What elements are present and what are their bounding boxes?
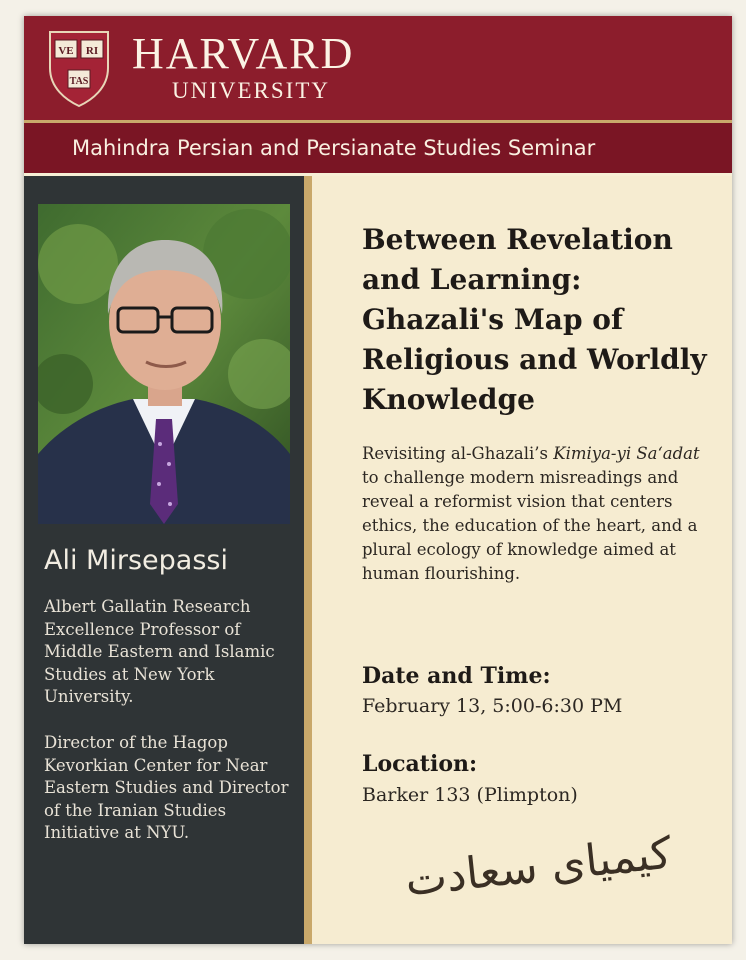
speaker-name: Ali Mirsepassi [44,545,228,576]
talk-title: Between Revelation and Learning: Ghazali's Map of Religious and Worldly Knowledge [362,223,707,416]
location-value: Barker 133 (Plimpton) [362,784,578,806]
date-label: Date and Time: [362,663,551,689]
seminar-name: Mahindra Persian and Persianate Studies Seminar [72,136,596,160]
university-header [24,16,732,123]
abstract-lead: Revisiting al-Ghazali’s [362,444,554,463]
talk-abstract [362,442,710,586]
shield-word-tas: TAS [69,76,89,87]
seminar-banner [24,123,732,173]
abstract-book-title: Kimiya-yi Sa‘adat [553,444,700,463]
shield-word-ve: VE [58,45,74,57]
speaker-panel [24,176,304,944]
location-label: Location: [362,751,478,777]
university-title: HARVARD [132,29,355,78]
talk-panel [312,176,732,944]
date-value: February 13, 5:00-6:30 PM [362,695,623,717]
harvard-shield-icon [46,28,112,108]
speaker-bio-director: Director of the Hagop Kevorkian Center for Near Eastern Studies and Director of the Iranian Studies Initiative at NYU. [44,733,289,842]
speaker-bio-title: Albert Gallatin Research Excellence Professor of Middle Eastern and Islamic Studies at New York University. [44,597,275,706]
abstract-rest: to challenge modern misreadings and reveal a reformist vision that centers ethics, the education of the heart, and a plural ecology of knowledge aimed at human flourishing. [362,468,698,583]
shield-word-ri: RI [85,45,99,57]
persian-calligraphy: کیمیای سعادت [402,827,674,907]
speaker-photo [38,204,290,524]
gold-divider [304,176,312,944]
university-subtitle: UNIVERSITY [172,78,330,103]
event-poster [24,16,732,944]
speaker-portrait-image [38,204,290,524]
